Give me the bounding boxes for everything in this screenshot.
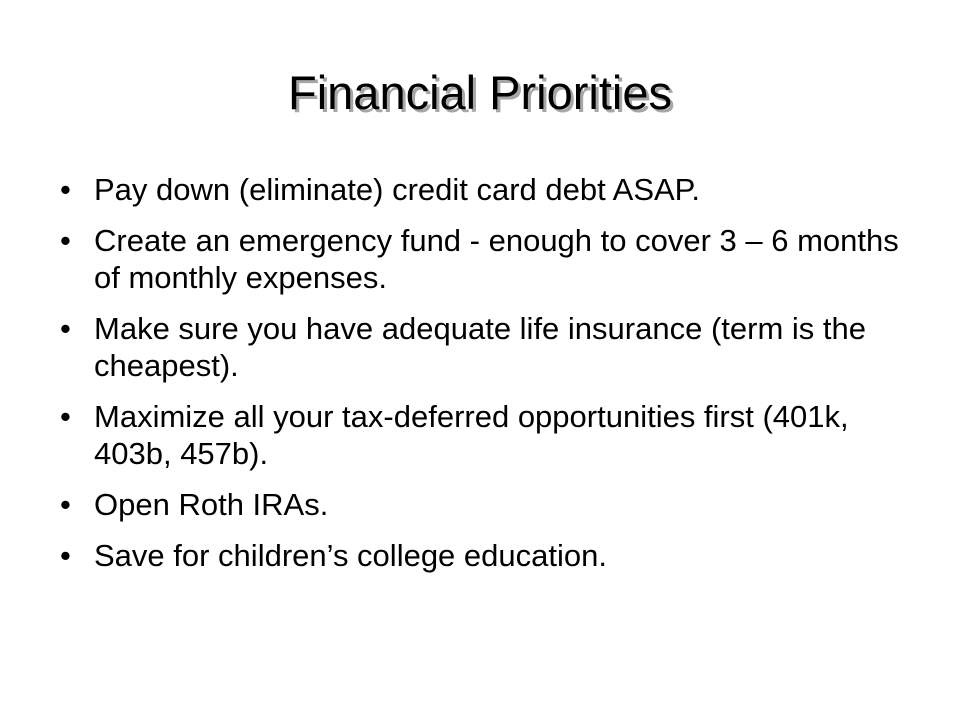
bullet-list — [60, 171, 910, 588]
bullet-text: Create an emergency fund - enough to cover 3 – 6 months of monthly expenses. — [94, 223, 899, 295]
bullet-icon: • — [60, 487, 71, 522]
list-item — [60, 537, 910, 574]
bullet-icon: • — [60, 223, 71, 258]
bullet-text: Open Roth IRAs. — [94, 487, 329, 522]
bullet-text: Make sure you have adequate life insurance (term is the cheapest). — [94, 311, 866, 383]
bullet-icon: • — [60, 172, 71, 207]
list-item — [60, 310, 910, 384]
list-item — [60, 486, 910, 523]
bullet-text: Pay down (eliminate) credit card debt ASAP. — [94, 172, 700, 207]
bullet-text: Save for children’s college education. — [94, 538, 607, 573]
bullet-text: Maximize all your tax-deferred opportunities first (401k, 403b, 457b). — [94, 399, 849, 471]
bullet-icon: • — [60, 399, 71, 434]
list-item — [60, 222, 910, 296]
bullet-icon: • — [60, 538, 71, 573]
list-item — [60, 398, 910, 472]
slide-title: Financial Priorities — [288, 66, 672, 119]
bullet-icon: • — [60, 311, 71, 346]
list-item — [60, 171, 910, 208]
